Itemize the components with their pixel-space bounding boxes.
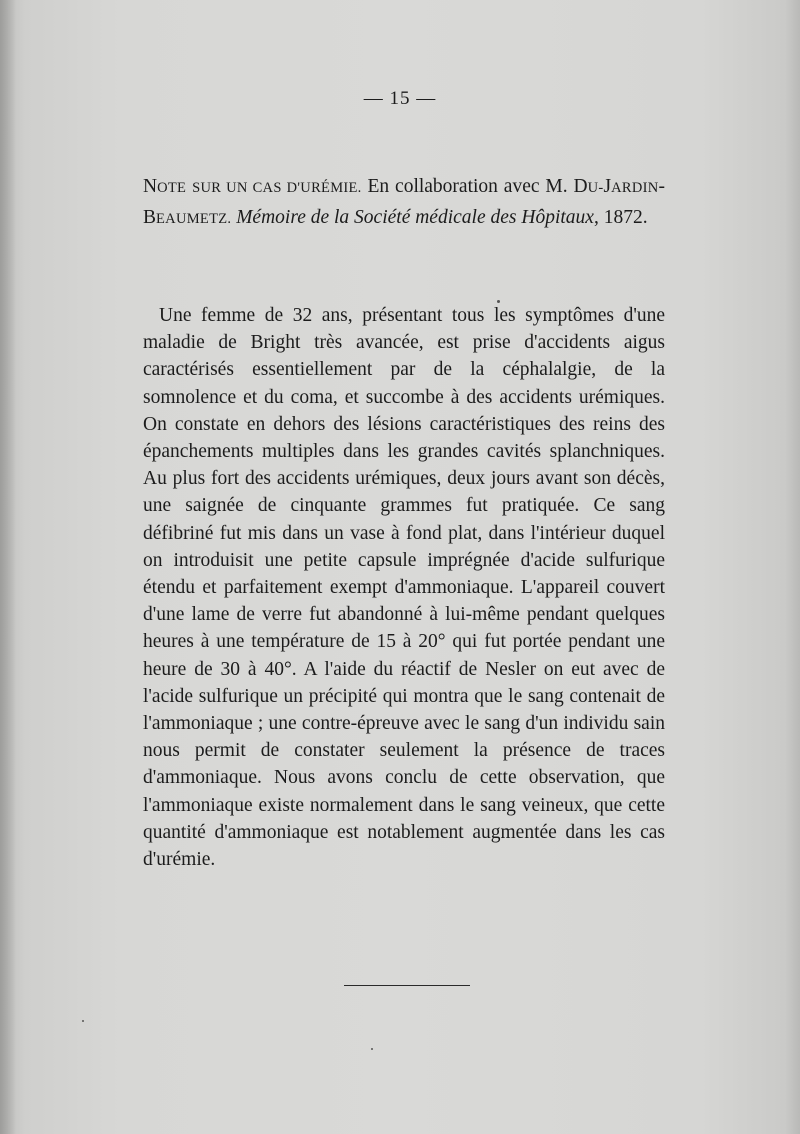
- heading-note-initial: N: [143, 176, 158, 197]
- heading-journal: Mémoire de la Société médicale des Hôpitaux: [236, 207, 594, 228]
- heading-note-rest: OTE: [157, 180, 187, 196]
- heading-du-rest: U-: [587, 180, 604, 196]
- heading-collaboration: En collaboration avec M.: [367, 176, 568, 197]
- heading-year: , 1872.: [593, 207, 648, 228]
- paper-speck: [497, 300, 500, 303]
- entry-heading: [143, 172, 665, 234]
- end-rule: [344, 985, 470, 986]
- heading-title: SUR UN CAS D'URÉMIE.: [192, 180, 362, 196]
- heading-beaumetz-initial: -B: [143, 176, 666, 228]
- paper-speck: [82, 1020, 84, 1022]
- page-edge-shadow: [0, 0, 16, 1134]
- entry-body-paragraph: Une femme de 32 ans, présentant tous les symptômes d'une maladie de Bright très avancée, est prise d'accidents aigus caractérisés essentiellement par de la céphalalgie, de la somnolence et du coma, et succombe à des accidents urémiques. On constate en dehors des lésions caractéristiques des reins des épanchements multiples dans les grandes cavités splanchniques. Au plus fort des accidents urémiques, deux jours avant son décès, une saignée de cinquante grammes fut pratiquée. Ce sang défibriné fut mis dans un vase à fond plat, dans l'intérieur duquel on introduisit une petite capsule imprégnée d'acide sulfurique étendu et parfaitement exempt d'ammoniaque. L'appareil couvert d'une lame de verre fut abandonné à lui-même pendant quelques heures à une température de 15 à 20° qui fut portée pendant une heure de 30 à 40°. A l'aide du réactif de Nesler on eut avec de l'acide sulfurique un précipité qui montra que le sang contenait de l'ammoniaque ; une contre-épreuve avec le sang d'un individu sain nous permit de constater seulement la présence de traces d'ammoniaque. Nous avons conclu de cette observation, que l'ammoniaque existe normalement dans le sang veineux, que cette quantité d'ammoniaque est notablement augmentée dans les cas d'urémie.: [143, 305, 665, 871]
- page-number: — 15 —: [363, 88, 437, 109]
- heading-jardin-rest: ARDIN: [611, 180, 659, 196]
- heading-jardin-initial: J: [603, 176, 612, 197]
- heading-beaumetz-rest: EAUMETZ.: [156, 211, 232, 227]
- paper-speck: [371, 1048, 373, 1050]
- heading-du-initial: D: [573, 176, 588, 197]
